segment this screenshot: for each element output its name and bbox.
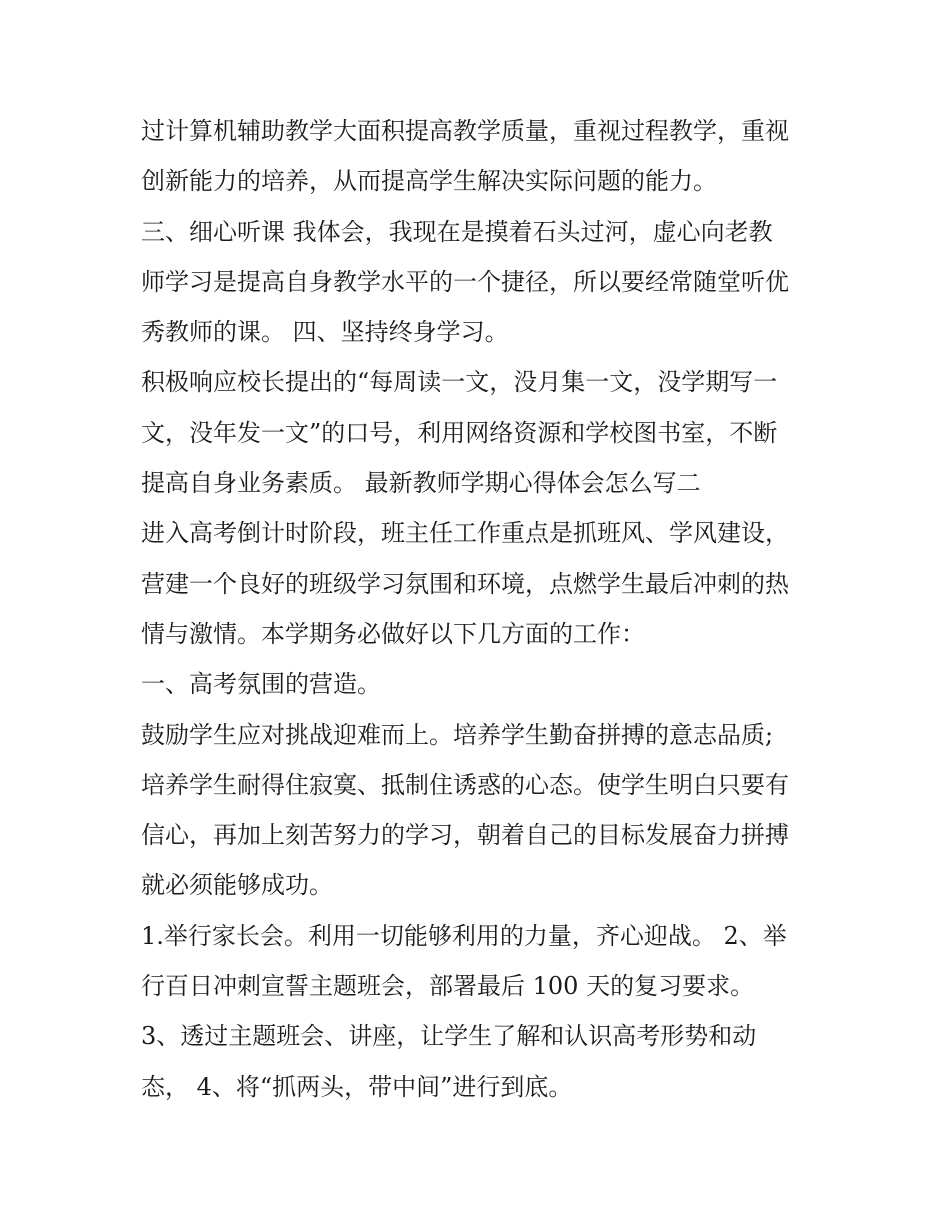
text-line: 提高自身业务素质。 最新教师学期心得体会怎么写二 xyxy=(141,469,701,498)
text-line: 信心，再加上刻苦努力的学习，朝着自己的目标发展奋力拼搏 xyxy=(141,821,789,850)
text-line: 积极响应校长提出的“每周读一文，没月集一文，没学期写一 xyxy=(141,368,778,397)
text-line: 三、细心听课 我体会，我现在是摸着石头过河，虚心向老教 xyxy=(141,217,773,246)
text-line: 师学习是提高自身教学水平的一个捷径，所以要经常随堂听优 xyxy=(141,267,789,296)
text-line: 情与激情。本学期务必做好以下几方面的工作： xyxy=(141,619,645,648)
text-line: 秀教师的课。 四、坚持终身学习。 xyxy=(141,318,509,347)
text-line: 鼓励学生应对挑战迎难而上。培养学生勤奋拼搏的意志品质; xyxy=(141,720,774,749)
text-line: 培养学生耐得住寂寞、抵制住诱惑的心态。使学生明白只要有 xyxy=(141,770,789,799)
text-line: 1.举行家长会。利用一切能够利用的力量，齐心迎战。 2、举 xyxy=(141,921,787,950)
text-line: 就必须能够成功。 xyxy=(141,871,333,900)
text-line: 3、透过主题班会、讲座，让学生了解和认识高考形势和动 xyxy=(141,1022,757,1051)
text-line: 营建一个良好的班级学习氛围和环境，点燃学生最后冲刺的热 xyxy=(141,569,789,598)
text-line: 进入高考倒计时阶段，班主任工作重点是抓班风、学风建设， xyxy=(141,519,789,548)
text-line: 过计算机辅助教学大面积提高教学质量，重视过程教学，重视 xyxy=(141,117,789,145)
text-line: 文，没年发一文”的口号，利用网络资源和学校图书室，不断 xyxy=(141,418,778,447)
text-line: 创新能力的培养，从而提高学生解决实际问题的能力。 xyxy=(141,167,717,196)
document-body xyxy=(141,106,831,1112)
text-line: 一、高考氛围的营造。 xyxy=(141,670,381,699)
text-line: 行百日冲刺宣誓主题班会，部署最后 100 天的复习要求。 xyxy=(141,972,755,1001)
text-line: 态， 4、将“抓两头，带中间”进行到底。 xyxy=(141,1072,573,1101)
